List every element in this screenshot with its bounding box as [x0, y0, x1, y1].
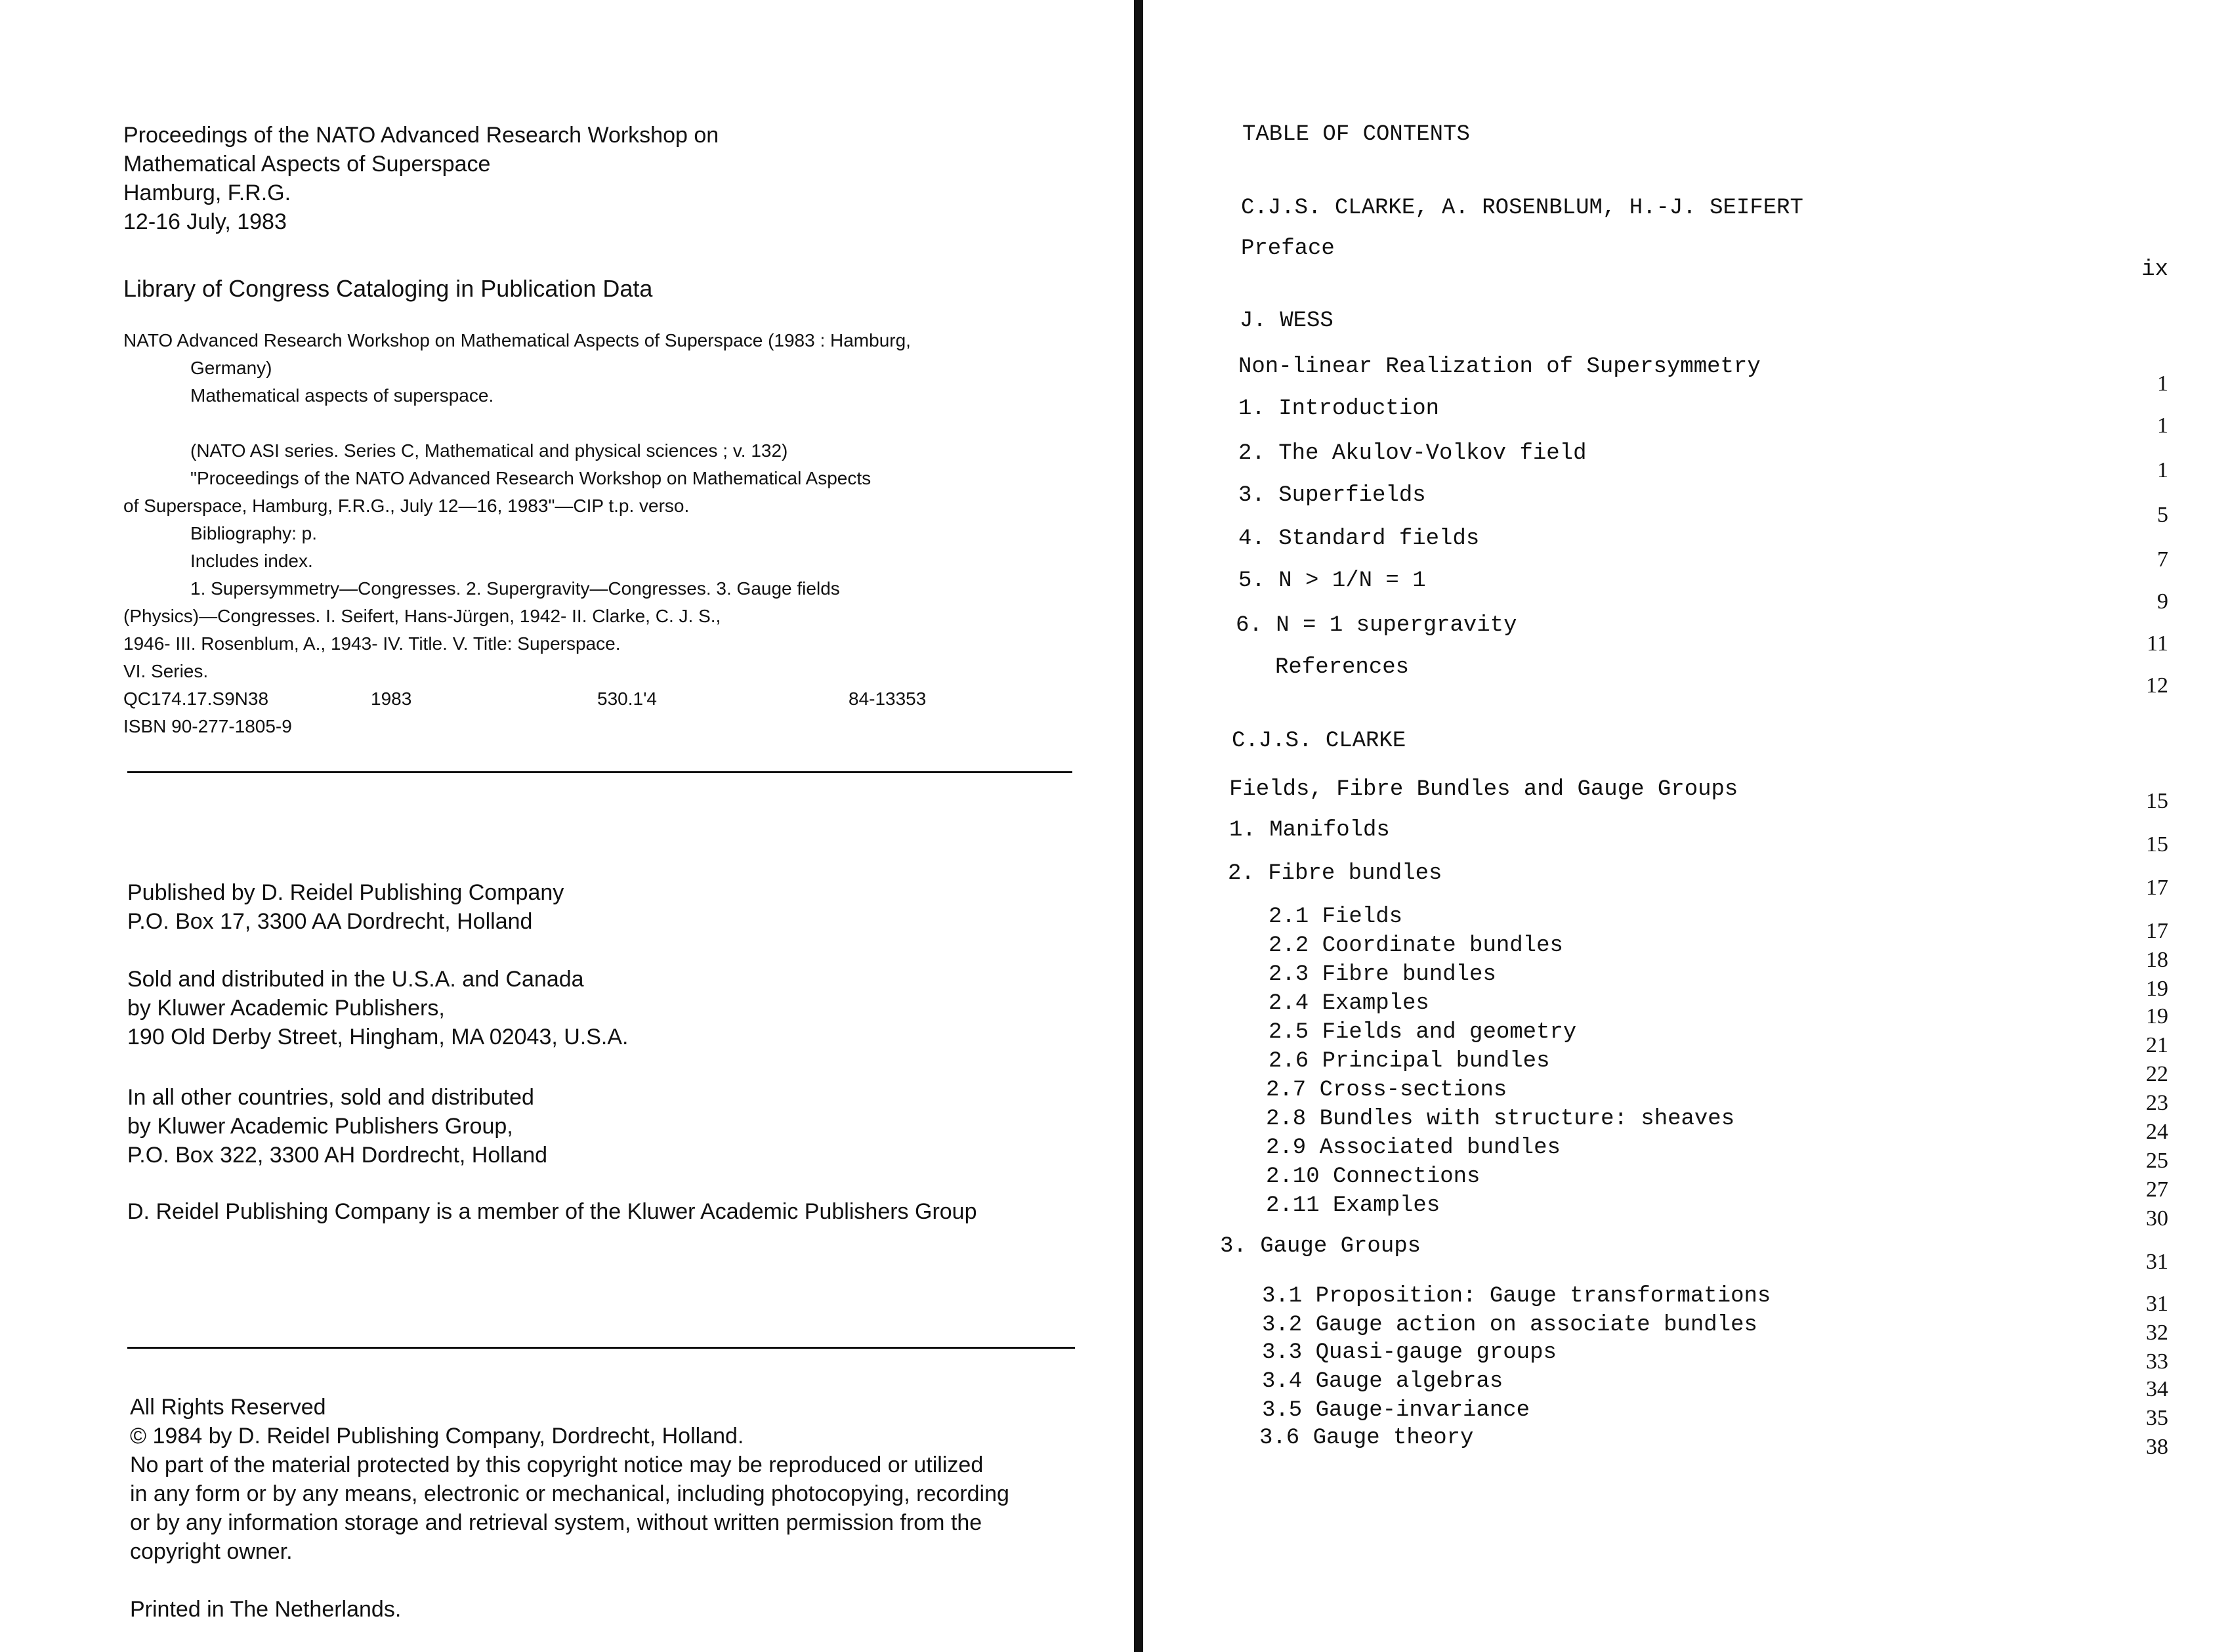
rights-line: or by any information storage and retrieval system, without written permission from the [130, 1510, 982, 1535]
page-number: 31 [2146, 1250, 2168, 1274]
cip-line: Bibliography: p. [190, 523, 318, 543]
toc-subentry: 2.3 Fibre bundles [1269, 962, 1496, 987]
toc-entry: 2. The Akulov-Volkov field [1238, 441, 1587, 466]
toc-entry: 3. Superfields [1238, 483, 1426, 508]
lccn: 84-13353 [849, 688, 927, 709]
toc-entry: 2. Fibre bundles [1228, 861, 1442, 886]
toc-entry: 5. N > 1/N = 1 [1238, 568, 1426, 593]
editors: C.J.S. CLARKE, A. ROSENBLUM, H.-J. SEIFERT [1241, 196, 1803, 221]
page-number: 1 [2157, 458, 2168, 482]
distribution-line: Sold and distributed in the U.S.A. and Canada [127, 967, 584, 992]
rights-line: No part of the material protected by this copyright notice may be reproduced or utilized [130, 1452, 984, 1477]
page-number: 1 [2157, 371, 2168, 396]
page-number: 21 [2146, 1033, 2168, 1057]
page-number: 17 [2146, 919, 2168, 943]
toc-subentry: 3.2 Gauge action on associate bundles [1262, 1313, 1757, 1338]
toc-subentry: 3.1 Proposition: Gauge transformations [1262, 1284, 1771, 1309]
cip-line: "Proceedings of the NATO Advanced Research Workshop on Mathematical Aspects [190, 468, 872, 488]
page-number: 15 [2146, 832, 2168, 857]
distribution-line: In all other countries, sold and distributed [127, 1085, 534, 1110]
dewey-number: 530.1'4 [597, 688, 657, 709]
toc-entry: References [1275, 655, 1410, 680]
page-number: 33 [2146, 1349, 2168, 1374]
page-number: 19 [2146, 977, 2168, 1001]
printed-in: Printed in The Netherlands. [130, 1597, 402, 1622]
chapter-title: Non-linear Realization of Supersymmetry [1238, 354, 1761, 379]
call-year: 1983 [371, 688, 412, 709]
toc-entry: 4. Standard fields [1238, 526, 1480, 551]
rights-line: All Rights Reserved [130, 1395, 326, 1420]
page-number: 38 [2146, 1435, 2168, 1459]
page-number: 30 [2146, 1206, 2168, 1231]
page-number: 1 [2157, 413, 2168, 438]
cip-line: Germany) [190, 358, 272, 378]
distribution-line: 190 Old Derby Street, Hingham, MA 02043, U.S.A. [127, 1025, 629, 1049]
cip-line: (Physics)—Congresses. I. Seifert, Hans-Jürgen, 1942- II. Clarke, C. J. S., [123, 606, 721, 626]
author: C.J.S. CLARKE [1232, 729, 1406, 753]
author: J. WESS [1240, 308, 1334, 333]
distribution-line: by Kluwer Academic Publishers Group, [127, 1114, 513, 1139]
page-number: 7 [2157, 547, 2168, 572]
proceedings-line: 12-16 July, 1983 [123, 209, 287, 234]
divider [127, 1347, 1075, 1349]
page-number: 35 [2146, 1406, 2168, 1430]
cip-heading: Library of Congress Cataloging in Publication Data [123, 275, 653, 302]
cip-line: VI. Series. [123, 661, 209, 681]
toc-subentry: 2.1 Fields [1269, 904, 1403, 929]
page-number: 22 [2146, 1062, 2168, 1086]
toc-subentry: 3.5 Gauge-invariance [1262, 1398, 1530, 1423]
toc-entry: 1. Manifolds [1229, 818, 1390, 843]
page-number: 11 [2147, 631, 2168, 656]
toc-entry: 3. Gauge Groups [1220, 1234, 1421, 1259]
toc-subentry: 2.9 Associated bundles [1266, 1135, 1561, 1160]
book-gutter [1134, 0, 1143, 1652]
proceedings-line: Proceedings of the NATO Advanced Research Workshop on [123, 123, 719, 148]
toc-entry: 1. Introduction [1238, 396, 1440, 421]
toc-subentry: 2.7 Cross-sections [1266, 1078, 1507, 1103]
distribution-line: P.O. Box 322, 3300 AH Dordrecht, Holland [127, 1143, 548, 1168]
page-number: 24 [2146, 1120, 2168, 1144]
rights-line: in any form or by any means, electronic or mechanical, including photocopying, recording [130, 1481, 1009, 1506]
cip-line: NATO Advanced Research Workshop on Mathematical Aspects of Superspace (1983 : Hamburg, [123, 330, 911, 350]
proceedings-line: Mathematical Aspects of Superspace [123, 152, 491, 177]
page-number: 5 [2157, 503, 2168, 527]
page-number: ix [2141, 257, 2168, 282]
page-number: 25 [2146, 1149, 2168, 1173]
page-number: 27 [2146, 1177, 2168, 1202]
cip-line: 1946- III. Rosenblum, A., 1943- IV. Title. V. Title: Superspace. [123, 633, 621, 654]
member-line: D. Reidel Publishing Company is a member of the Kluwer Academic Publishers Group [127, 1199, 977, 1224]
cip-line: Includes index. [190, 551, 313, 571]
page-number: 19 [2146, 1004, 2168, 1028]
page-number: 18 [2146, 948, 2168, 972]
page-number: 32 [2146, 1321, 2168, 1345]
publisher-line: P.O. Box 17, 3300 AA Dordrecht, Holland [127, 909, 533, 934]
toc-subentry: 2.4 Examples [1269, 991, 1429, 1016]
page-number: 15 [2146, 789, 2168, 813]
page-number: 23 [2146, 1091, 2168, 1115]
publisher-line: Published by D. Reidel Publishing Company [127, 880, 564, 905]
page-number: 34 [2146, 1377, 2168, 1401]
page-number: 9 [2157, 589, 2168, 614]
toc-subentry: 3.3 Quasi-gauge groups [1262, 1340, 1557, 1365]
toc-subentry: 2.8 Bundles with structure: sheaves [1266, 1107, 1735, 1132]
toc-subentry: 2.10 Connections [1266, 1164, 1480, 1189]
distribution-line: by Kluwer Academic Publishers, [127, 996, 445, 1021]
page-number: 31 [2146, 1292, 2168, 1316]
page-number: 17 [2146, 876, 2168, 900]
chapter-title: Fields, Fibre Bundles and Gauge Groups [1229, 777, 1738, 802]
call-number: QC174.17.S9N38 [123, 688, 269, 709]
toc-subentry: 3.6 Gauge theory [1259, 1426, 1474, 1451]
toc-entry: 6. N = 1 supergravity [1236, 613, 1517, 638]
rights-line: © 1984 by D. Reidel Publishing Company, Dordrecht, Holland. [130, 1424, 744, 1449]
page-number: 12 [2146, 673, 2168, 698]
cip-line: Mathematical aspects of superspace. [190, 385, 494, 406]
toc-subentry: 2.6 Principal bundles [1269, 1049, 1550, 1074]
cip-line: of Superspace, Hamburg, F.R.G., July 12—16, 1983"—CIP t.p. verso. [123, 496, 690, 516]
isbn: ISBN 90-277-1805-9 [123, 716, 292, 736]
rights-line: copyright owner. [130, 1539, 293, 1564]
proceedings-line: Hamburg, F.R.G. [123, 180, 291, 205]
toc-subentry: 2.11 Examples [1266, 1193, 1440, 1218]
toc-title: TABLE OF CONTENTS [1242, 122, 1470, 147]
cip-line: (NATO ASI series. Series C, Mathematical and physical sciences ; v. 132) [190, 440, 788, 461]
preface-title: Preface [1241, 236, 1335, 261]
toc-subentry: 3.4 Gauge algebras [1262, 1369, 1503, 1394]
cip-line: 1. Supersymmetry—Congresses. 2. Supergravity—Congresses. 3. Gauge fields [190, 578, 840, 599]
divider [127, 771, 1072, 773]
toc-subentry: 2.2 Coordinate bundles [1269, 933, 1563, 958]
toc-subentry: 2.5 Fields and geometry [1269, 1020, 1577, 1045]
